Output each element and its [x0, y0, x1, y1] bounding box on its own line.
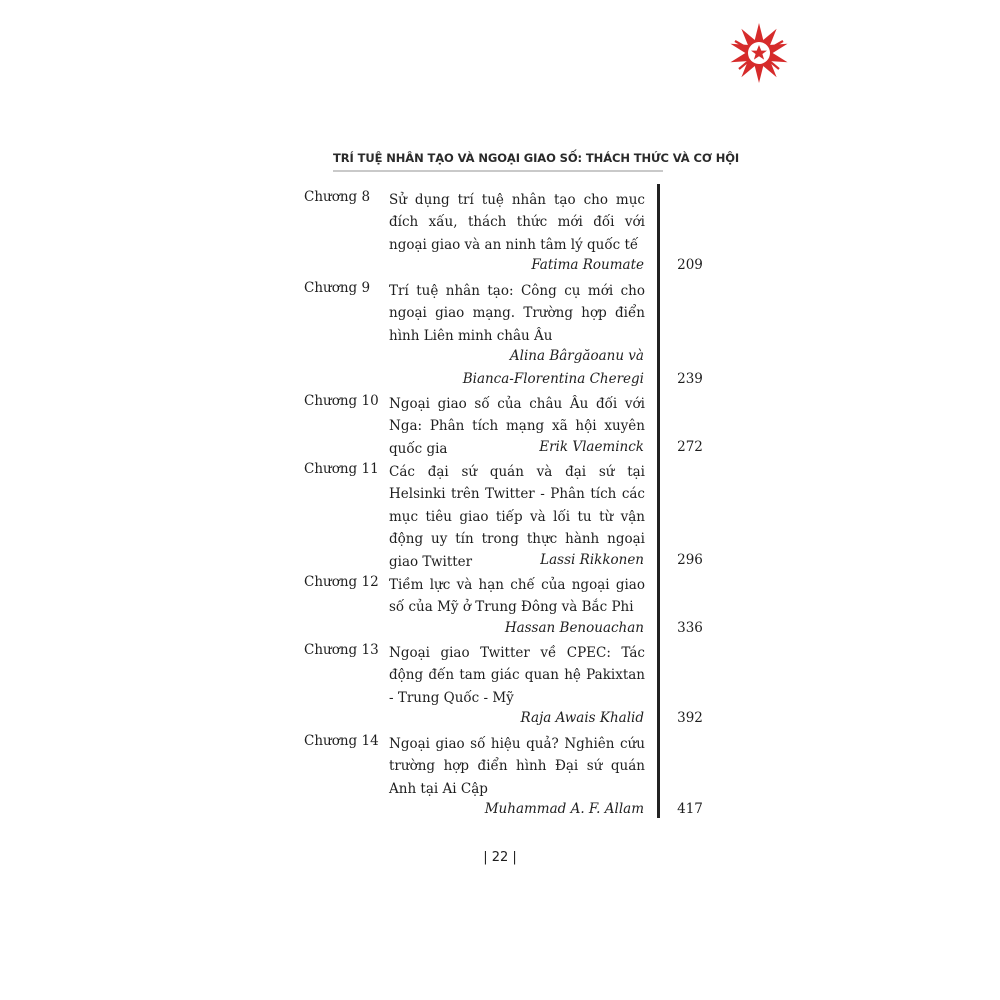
author: Bianca-Florentina Cheregi: [462, 371, 644, 387]
chapter-label: Chương 11: [304, 461, 379, 477]
chapter-label: Chương 12: [304, 574, 379, 590]
chapter-label: Chương 14: [304, 733, 379, 749]
page-number: 336: [677, 620, 703, 636]
author: Muhammad A. F. Allam: [484, 801, 644, 817]
page-number: 239: [677, 371, 703, 387]
chapter-title: Tiềm lực và hạn chế của ngoại giao số của Mỹ ở Trung Đông và Bắc Phi: [389, 577, 645, 616]
running-header: TRÍ TUỆ NHÂN TẠO VÀ NGOẠI GIAO SỐ: THÁCH THỨC VÀ CƠ HỘI: [333, 151, 740, 165]
chapter-title: Ngoại giao Twitter về CPEC: Tác động đến tam giác quan hệ Pakixtan - Trung Quốc - Mỹ: [389, 645, 645, 706]
page-number: 296: [677, 552, 703, 568]
chapter-title: Các đại sứ quán và đại sứ tại Helsinki trên Twitter - Phân tích các mục tiêu giao tiếp và lối tu từ vận động uy tín trong thực hành ngoại giao Twitter: [389, 464, 645, 570]
chapter-title: Ngoại giao số hiệu quả? Nghiên cứu trường hợp điển hình Đại sứ quán Anh tại Ai Cập: [389, 736, 645, 797]
chapter-title: Trí tuệ nhân tạo: Công cụ mới cho ngoại giao mạng. Trường hợp điển hình Liên minh châu Âu: [389, 283, 645, 344]
page-folio: | 22 |: [483, 850, 517, 865]
page-number: 272: [677, 439, 703, 455]
page-number: 392: [677, 710, 703, 726]
author: Hassan Benouachan: [504, 620, 644, 636]
page-number: 209: [677, 257, 703, 273]
author: Lassi Rikkonen: [540, 552, 644, 568]
header-rule: [333, 170, 663, 172]
chapter-label: Chương 13: [304, 642, 379, 658]
chapter-title: Sử dụng trí tuệ nhân tạo cho mục đích xấu, thách thức mới đối với ngoại giao và an ninh tâm lý quốc tế: [389, 192, 645, 253]
red-star-burst-icon: [728, 22, 790, 84]
author: Erik Vlaeminck: [539, 439, 644, 455]
page-number: 417: [677, 801, 703, 817]
vertical-rule: [657, 184, 660, 818]
author: Fatima Roumate: [531, 257, 644, 273]
chapter-label: Chương 9: [304, 280, 371, 296]
chapter-label: Chương 8: [304, 189, 371, 205]
author: Raja Awais Khalid: [520, 710, 644, 726]
chapter-title: Ngoại giao số của châu Âu đối với Nga: Phân tích mạng xã hội xuyên quốc gia: [389, 396, 645, 457]
author: Alina Bârgăoanu và: [509, 348, 644, 364]
chapter-label: Chương 10: [304, 393, 379, 409]
